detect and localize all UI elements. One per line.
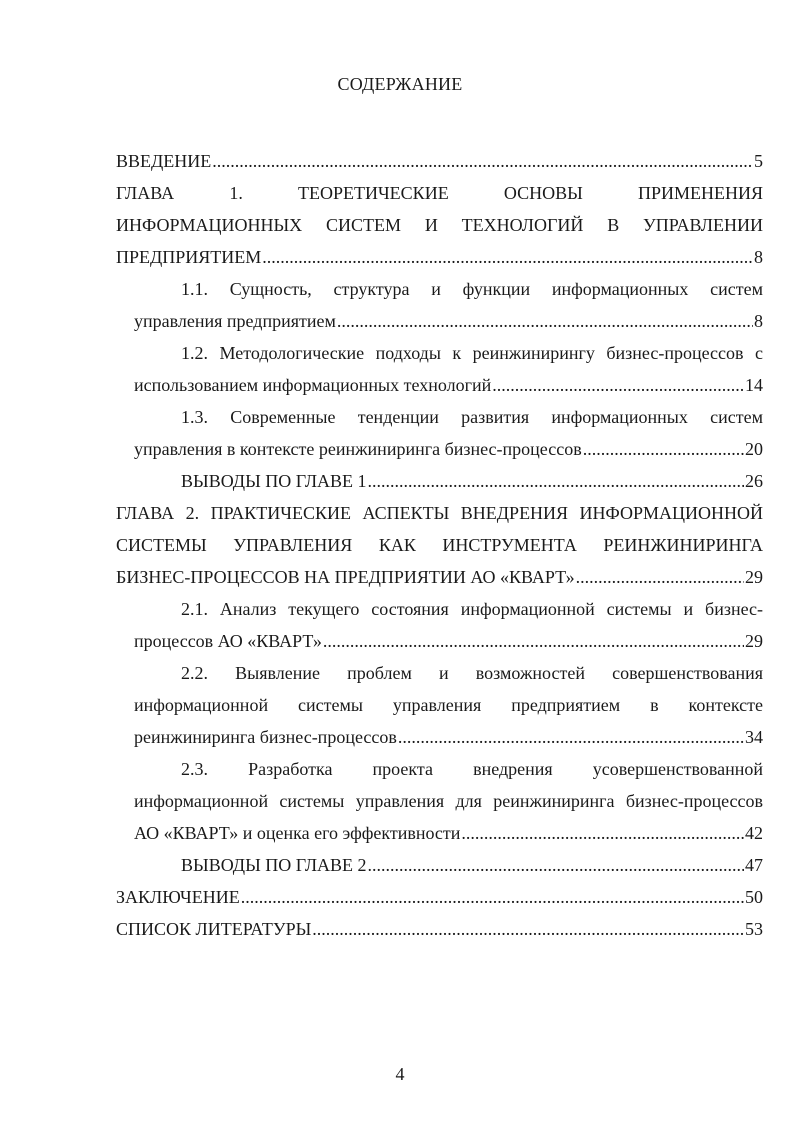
toc-entry-label: БИЗНЕС-ПРОЦЕССОВ НА ПРЕДПРИЯТИИ АО «КВАРТ» xyxy=(116,567,575,587)
toc-entry-label: управления предприятием xyxy=(134,311,336,331)
toc-page-number: 29 xyxy=(745,631,763,651)
toc-entry-label: реинжиниринга бизнес-процессов xyxy=(134,727,397,747)
toc-page-number: 50 xyxy=(745,887,763,907)
dot-leader xyxy=(461,817,744,849)
dot-leader xyxy=(492,369,744,401)
toc-entry-references[interactable] xyxy=(116,913,763,945)
toc-entry-line: информационной системы управления предприятием в контексте xyxy=(134,695,763,715)
toc-page-number: 5 xyxy=(754,151,763,171)
toc-entry-section-2-3[interactable] xyxy=(116,753,763,849)
toc-entry-line: 2.2. Выявление проблем и возможностей совершенствования xyxy=(181,663,763,683)
toc-entry-section-1-3[interactable] xyxy=(116,401,763,465)
toc-entry-line: информационной системы управления для реинжиниринга бизнес-процессов xyxy=(134,791,763,811)
toc-entry-label: ЗАКЛЮЧЕНИЕ xyxy=(116,887,240,907)
toc-entry-line: ГЛАВА 2. ПРАКТИЧЕСКИЕ АСПЕКТЫ ВНЕДРЕНИЯ ИНФОРМАЦИОННОЙ xyxy=(116,503,763,523)
dot-leader xyxy=(576,561,744,593)
toc-entry-label: ПРЕДПРИЯТИЕМ xyxy=(116,247,262,267)
toc-page-number: 26 xyxy=(745,471,763,491)
toc-entry-label: ВЫВОДЫ ПО ГЛАВЕ 2 xyxy=(181,855,367,875)
dot-leader xyxy=(323,625,744,657)
toc-entry-line: 2.3. Разработка проекта внедрения усовершенствованной xyxy=(181,759,763,779)
toc-entry-label: использованием информационных технологий xyxy=(134,375,492,395)
toc-entry-section-1-1[interactable] xyxy=(116,273,763,337)
toc-entry-section-2-1[interactable] xyxy=(116,593,763,657)
toc-page-number: 29 xyxy=(745,567,763,587)
dot-leader xyxy=(241,881,744,913)
toc-entry-section-2-2[interactable] xyxy=(116,657,763,753)
dot-leader xyxy=(337,305,753,337)
toc-entry-intro[interactable] xyxy=(116,145,763,177)
dot-leader xyxy=(368,465,744,497)
toc-entry-label: СПИСОК ЛИТЕРАТУРЫ xyxy=(116,919,312,939)
dot-leader xyxy=(262,241,753,273)
toc-page-number: 14 xyxy=(745,375,763,395)
toc-entry-line: ИНФОРМАЦИОННЫХ СИСТЕМ И ТЕХНОЛОГИЙ В УПРАВЛЕНИИ xyxy=(116,215,763,235)
dot-leader xyxy=(368,849,744,881)
dot-leader xyxy=(398,721,744,753)
toc-entry-line: 2.1. Анализ текущего состояния информационной системы и бизнес- xyxy=(181,599,763,619)
toc-entry-line: СИСТЕМЫ УПРАВЛЕНИЯ КАК ИНСТРУМЕНТА РЕИНЖИНИРИНГА xyxy=(116,535,763,555)
table-of-contents xyxy=(116,145,763,945)
toc-entry-label: процессов АО «КВАРТ» xyxy=(134,631,322,651)
toc-page-number: 8 xyxy=(754,311,763,331)
toc-entry-chapter-1[interactable] xyxy=(116,177,763,273)
toc-entry-chapter-2[interactable] xyxy=(116,497,763,593)
toc-page-number: 34 xyxy=(745,727,763,747)
toc-entry-label: АО «КВАРТ» и оценка его эффективности xyxy=(134,823,461,843)
toc-page-number: 47 xyxy=(745,855,763,875)
toc-entry-conclusions-2[interactable] xyxy=(116,849,763,881)
toc-entry-line: ГЛАВА 1. ТЕОРЕТИЧЕСКИЕ ОСНОВЫ ПРИМЕНЕНИЯ xyxy=(116,183,763,203)
toc-entry-label: управления в контексте реинжиниринга бизнес-процессов xyxy=(134,439,582,459)
toc-entry-line: 1.2. Методологические подходы к реинжинирингу бизнес-процессов с xyxy=(181,343,763,363)
dot-leader xyxy=(212,145,753,177)
page-number: 4 xyxy=(395,1064,405,1084)
toc-entry-label: ВЫВОДЫ ПО ГЛАВЕ 1 xyxy=(181,471,367,491)
page-title: СОДЕРЖАНИЕ xyxy=(337,74,463,94)
toc-entry-line: 1.1. Сущность, структура и функции информационных систем xyxy=(181,279,763,299)
dot-leader xyxy=(312,913,744,945)
toc-page-number: 20 xyxy=(745,439,763,459)
dot-leader xyxy=(583,433,744,465)
toc-entry-conclusions-1[interactable] xyxy=(116,465,763,497)
toc-page-number: 42 xyxy=(745,823,763,843)
toc-page-number: 8 xyxy=(754,247,763,267)
toc-entry-conclusion[interactable] xyxy=(116,881,763,913)
toc-entry-section-1-2[interactable] xyxy=(116,337,763,401)
toc-entry-line: 1.3. Современные тенденции развития информационных систем xyxy=(181,407,763,427)
toc-entry-label: ВВЕДЕНИЕ xyxy=(116,151,212,171)
toc-page-number: 53 xyxy=(745,919,763,939)
